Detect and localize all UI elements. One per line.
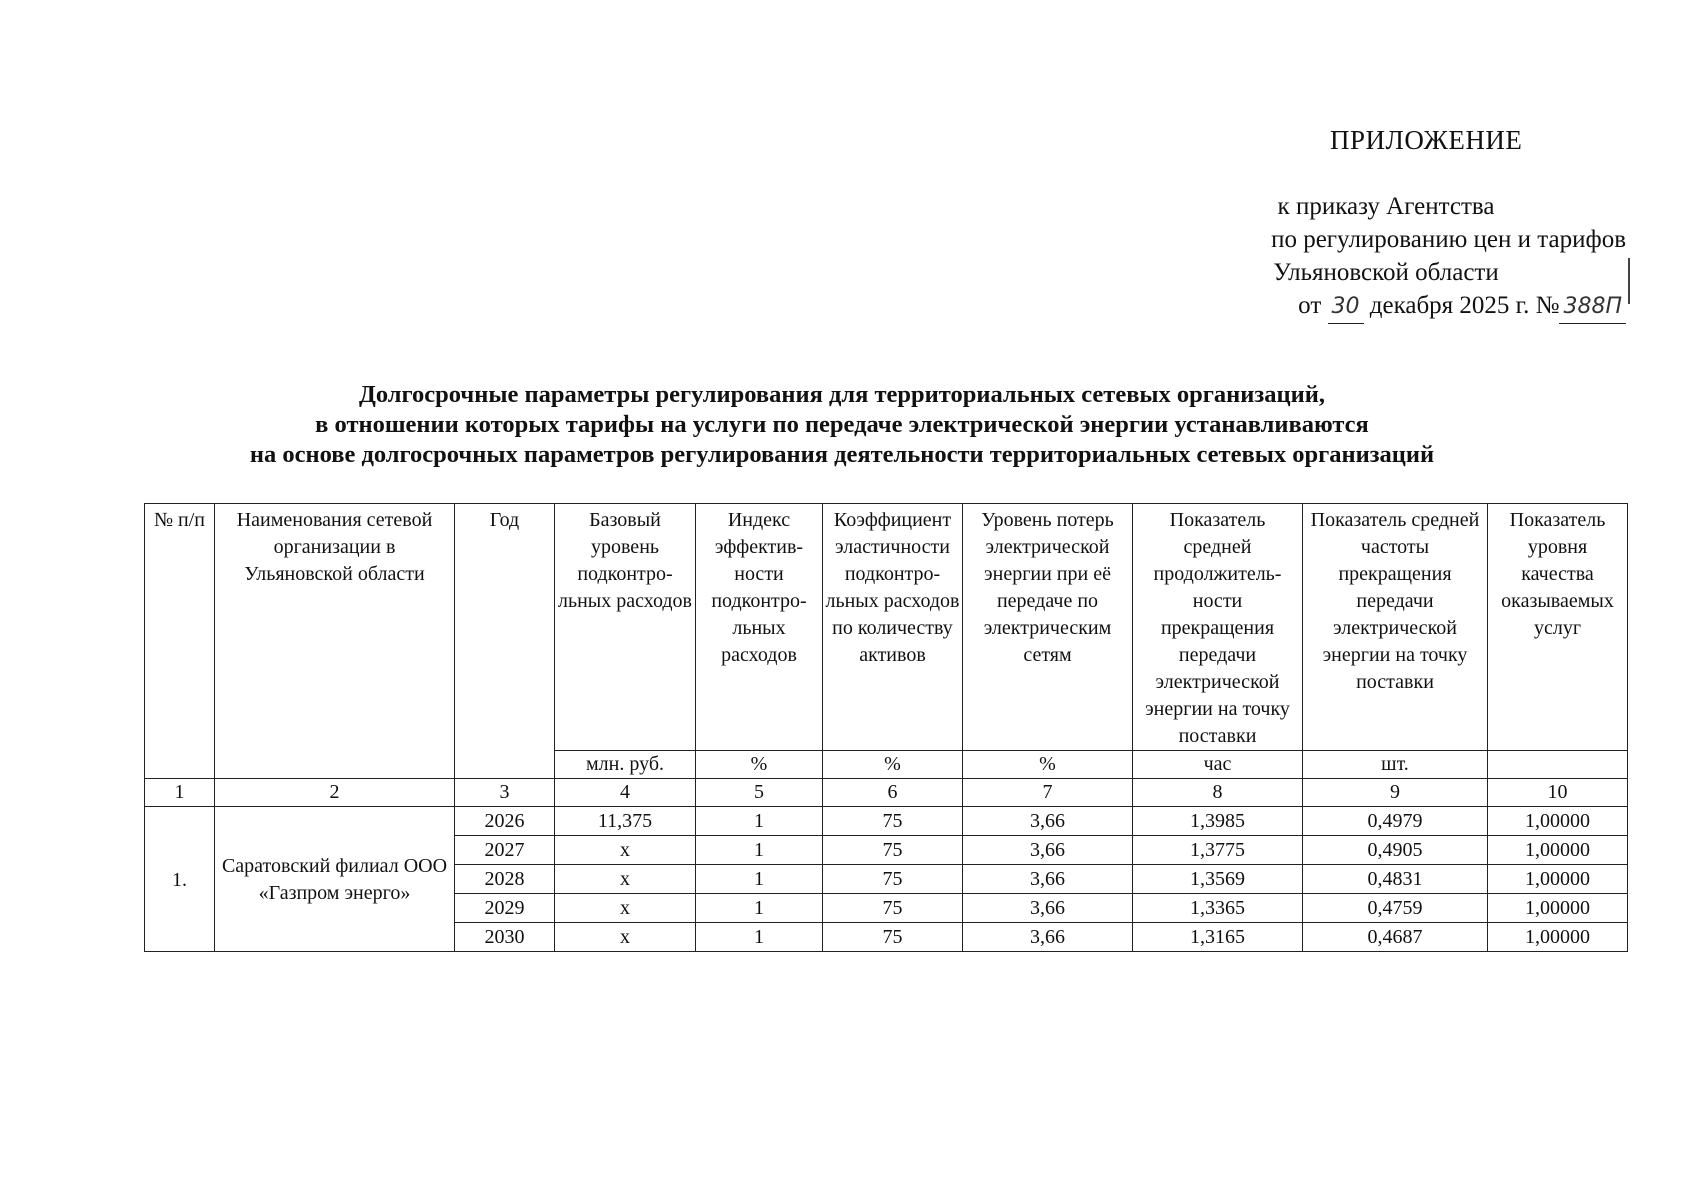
- frequency-cell: 0,4759: [1303, 894, 1488, 923]
- losses-cell: 3,66: [963, 865, 1133, 894]
- order-line-2: по регулированию цен и тарифов: [1271, 226, 1626, 253]
- col-number: 1: [145, 779, 215, 807]
- year-cell: 2029: [455, 894, 555, 923]
- title-line-2: в отношении которых тарифы на услуги по передаче электрической энергии устанавливаются: [315, 411, 1369, 438]
- unit-cell: [1488, 751, 1628, 779]
- base-cost-cell: x: [555, 923, 696, 952]
- col-header-8: Показатель средней продолжитель-ности прекращения передачи электрической энергии на точку поставки: [1133, 504, 1303, 751]
- document-title: [0, 380, 1684, 470]
- quality-cell: 1,00000: [1488, 865, 1628, 894]
- losses-cell: 3,66: [963, 894, 1133, 923]
- unit-cell: млн. руб.: [555, 751, 696, 779]
- elasticity-cell: 75: [823, 865, 963, 894]
- base-cost-cell: x: [555, 894, 696, 923]
- duration-cell: 1,3569: [1133, 865, 1303, 894]
- year-cell: 2028: [455, 865, 555, 894]
- quality-cell: 1,00000: [1488, 894, 1628, 923]
- elasticity-cell: 75: [823, 807, 963, 836]
- elasticity-cell: 75: [823, 923, 963, 952]
- col-number: 8: [1133, 779, 1303, 807]
- date-day-handwritten: 30: [1328, 290, 1364, 324]
- col-header-6: Коэффициент эластичности подконтро-льных расходов по количеству активов: [823, 504, 963, 751]
- duration-cell: 1,3775: [1133, 836, 1303, 865]
- col-header-9: Показатель средней частоты прекращения передачи электрической энергии на точку поставки: [1303, 504, 1488, 751]
- appendix-label: ПРИЛОЖЕНИЕ: [1330, 125, 1523, 155]
- col-number: 5: [696, 779, 823, 807]
- order-line-1: к приказу Агентства: [1277, 193, 1495, 220]
- quality-cell: 1,00000: [1488, 923, 1628, 952]
- date-rest: декабря 2025 г. №: [1369, 292, 1560, 319]
- col-number: 6: [823, 779, 963, 807]
- unit-cell: %: [696, 751, 823, 779]
- title-line-1: Долгосрочные параметры регулирования для территориальных сетевых организаций,: [358, 381, 1325, 408]
- base-cost-cell: 11,375: [555, 807, 696, 836]
- efficiency-cell: 1: [696, 894, 823, 923]
- title-line-3: на основе долгосрочных параметров регулирования деятельности территориальных сетевых организаций: [249, 441, 1435, 468]
- efficiency-cell: 1: [696, 836, 823, 865]
- order-number-handwritten: 388П: [1559, 290, 1626, 324]
- efficiency-cell: 1: [696, 807, 823, 836]
- frequency-cell: 0,4687: [1303, 923, 1488, 952]
- unit-cell: %: [823, 751, 963, 779]
- quality-cell: 1,00000: [1488, 836, 1628, 865]
- order-line-3: Ульяновской области: [1273, 259, 1499, 286]
- col-header-10: Показатель уровня качества оказываемых услуг: [1488, 504, 1628, 751]
- elasticity-cell: 75: [823, 894, 963, 923]
- col-number: 2: [215, 779, 455, 807]
- year-cell: 2027: [455, 836, 555, 865]
- col-number: 3: [455, 779, 555, 807]
- base-cost-cell: x: [555, 836, 696, 865]
- organization-name: Саратовский филиал ООО «Газпром энерго»: [215, 807, 455, 952]
- duration-cell: 1,3165: [1133, 923, 1303, 952]
- duration-cell: 1,3985: [1133, 807, 1303, 836]
- base-cost-cell: x: [555, 865, 696, 894]
- col-number: 9: [1303, 779, 1488, 807]
- order-date-line: [1106, 289, 1626, 324]
- col-number: 7: [963, 779, 1133, 807]
- efficiency-cell: 1: [696, 865, 823, 894]
- margin-mark: [1628, 258, 1630, 304]
- header-row: [145, 504, 1628, 751]
- efficiency-cell: 1: [696, 923, 823, 952]
- losses-cell: 3,66: [963, 923, 1133, 952]
- unit-cell: %: [963, 751, 1133, 779]
- losses-cell: 3,66: [963, 807, 1133, 836]
- year-cell: 2026: [455, 807, 555, 836]
- order-reference: [1106, 190, 1626, 324]
- col-header-7: Уровень потерь электрической энергии при её передаче по электрическим сетям: [963, 504, 1133, 751]
- col-number: 10: [1488, 779, 1628, 807]
- unit-cell: час: [1133, 751, 1303, 779]
- unit-cell: шт.: [1303, 751, 1488, 779]
- losses-cell: 3,66: [963, 836, 1133, 865]
- row-number: 1.: [145, 807, 215, 952]
- column-numbers-row: [145, 779, 1628, 807]
- frequency-cell: 0,4979: [1303, 807, 1488, 836]
- duration-cell: 1,3365: [1133, 894, 1303, 923]
- parameters-table: [144, 503, 1628, 952]
- table-row: [145, 807, 1628, 836]
- date-prefix: от: [1298, 292, 1322, 319]
- frequency-cell: 0,4831: [1303, 865, 1488, 894]
- col-header-3: Год: [455, 504, 555, 779]
- col-header-4: Базовый уровень подконтро-льных расходов: [555, 504, 696, 751]
- year-cell: 2030: [455, 923, 555, 952]
- col-number: 4: [555, 779, 696, 807]
- quality-cell: 1,00000: [1488, 807, 1628, 836]
- col-header-1: № п/п: [145, 504, 215, 779]
- elasticity-cell: 75: [823, 836, 963, 865]
- col-header-2: Наименования сетевой организации в Ульяновской области: [215, 504, 455, 779]
- frequency-cell: 0,4905: [1303, 836, 1488, 865]
- col-header-5: Индекс эффектив-ности подконтро-льных расходов: [696, 504, 823, 751]
